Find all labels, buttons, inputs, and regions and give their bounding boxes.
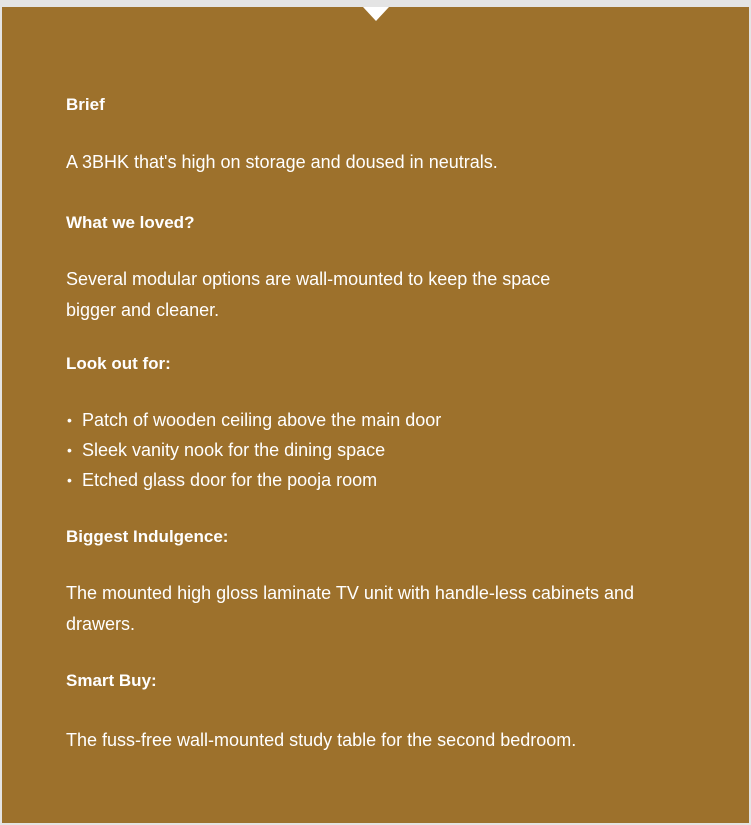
loved-heading: What we loved? bbox=[66, 213, 195, 232]
brief-heading: Brief bbox=[66, 95, 105, 114]
bullet-icon: • bbox=[67, 412, 72, 428]
list-item: • Etched glass door for the pooja room bbox=[66, 465, 441, 495]
lookout-list bbox=[66, 405, 441, 495]
bullet-icon: • bbox=[67, 442, 72, 458]
indulgence-text: The mounted high gloss laminate TV unit with handle-less cabinets and drawers. bbox=[66, 583, 635, 634]
list-item: • Sleek vanity nook for the dining space bbox=[66, 435, 441, 465]
brief-text: A 3BHK that's high on storage and doused in neutrals. bbox=[66, 152, 498, 172]
loved-text: Several modular options are wall-mounted to keep the space bigger and cleaner. bbox=[66, 269, 551, 320]
smartbuy-text: The fuss-free wall-mounted study table for the second bedroom. bbox=[66, 730, 577, 750]
panel-pointer-notch bbox=[363, 7, 389, 21]
indulgence-heading: Biggest Indulgence: bbox=[66, 527, 229, 546]
list-item: • Patch of wooden ceiling above the main door bbox=[66, 405, 441, 435]
bullet-icon: • bbox=[67, 472, 72, 488]
smartbuy-heading: Smart Buy: bbox=[66, 671, 157, 690]
lookout-heading: Look out for: bbox=[66, 354, 171, 373]
